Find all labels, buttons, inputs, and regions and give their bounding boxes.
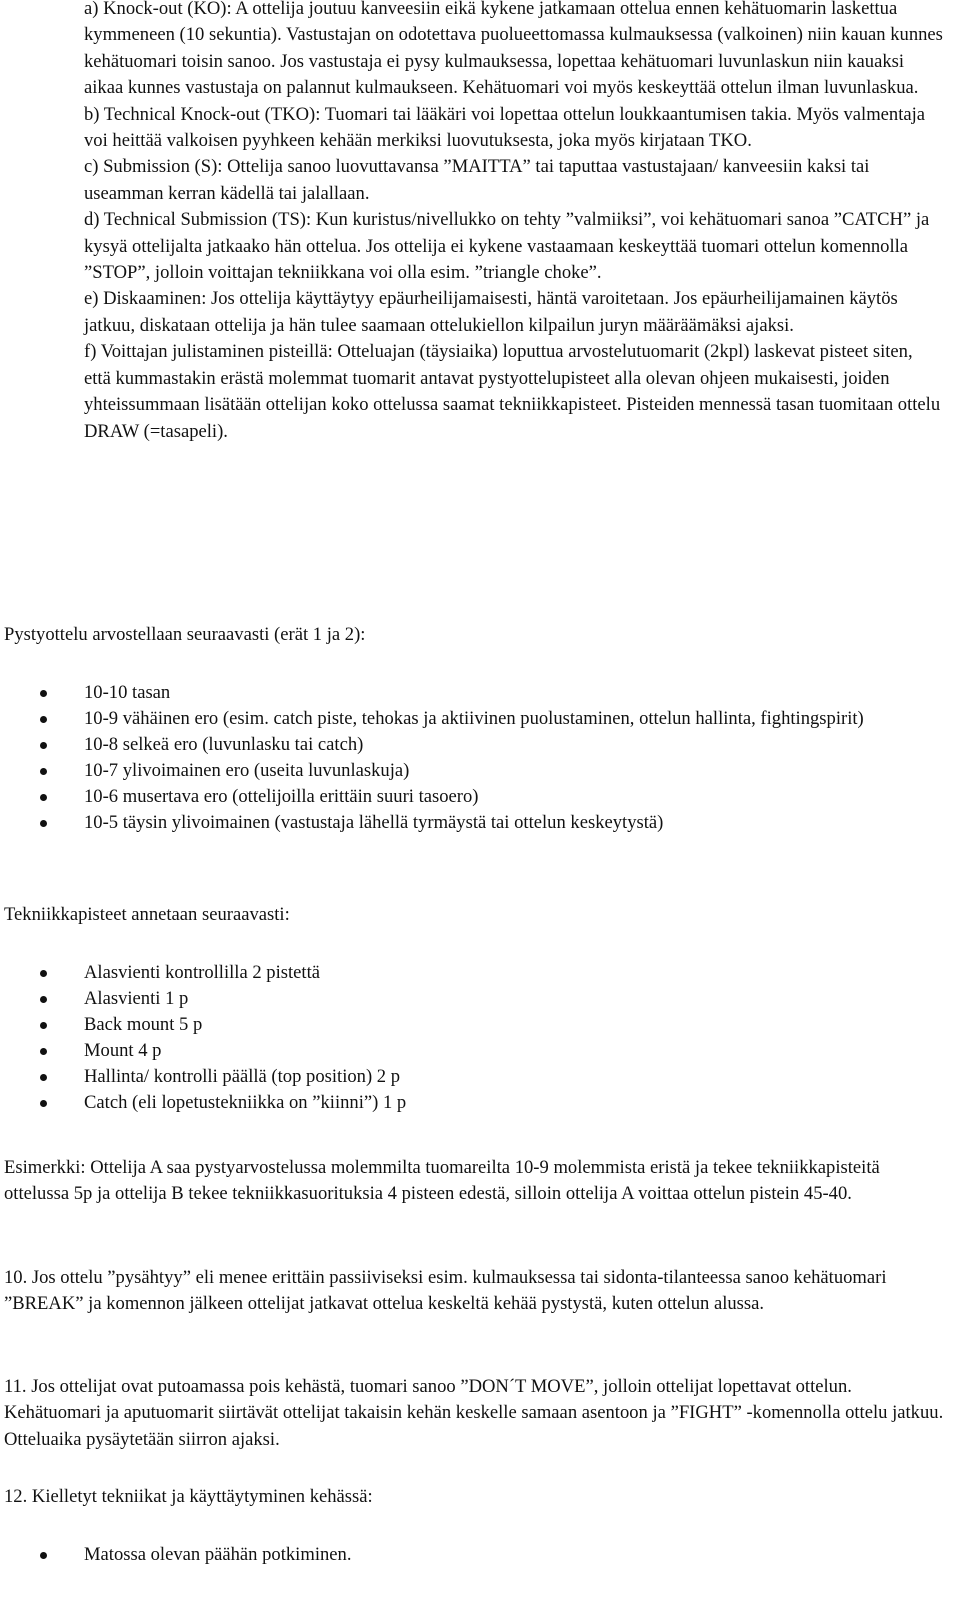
list-item: Hallinta/ kontrolli päällä (top position) 2 p [0,1064,900,1090]
scoring-list [0,680,900,836]
scoring-heading-block [4,622,949,648]
list-item: Alasvienti 1 p [0,986,900,1012]
section-12-block [4,1484,949,1510]
list-item: 10-7 ylivoimainen ero (useita luvunlaskuja) [0,758,900,784]
section-10-block [4,1265,949,1318]
rule-f-points-decision: f) Voittajan julistaminen pisteillä: Otteluajan (täysiaika) loputtua arvostelutuomarit (2kpl) laskevat pisteet siten, että kummastakin erästä molemmat tuomarit antavat pystyottelupisteet alla olevan ohjeen mukaisesti, joiden yhteissummaan lisätään ottelijan koko ottelussa saamat tekniikkapisteet. Pisteiden mennessä tasan tuomitaan ottelu DRAW (=tasapeli). [84,341,941,442]
bullet-icon [40,794,47,801]
bullet-icon [40,1552,47,1559]
list-item: Back mount 5 p [0,1012,900,1038]
section-11-block [4,1374,949,1453]
bullet-icon [40,970,47,977]
bullet-icon [40,820,47,827]
list-item: Matossa olevan päähän potkiminen. [0,1542,900,1568]
list-item: 10-9 vähäinen ero (esim. catch piste, tehokas ja aktiivinen puolustaminen, ottelun hallinta, fightingspirit) [0,706,900,732]
rule-a-knockout: a) Knock-out (KO): A ottelija joutuu kanveesiin eikä kykene jatkamaan ottelua ennen kehätuomarin laskettua kymmeneen (10 sekuntia). Vastustajan on odotettava puolueettomassa kulmauksessa (valkoinen) niin kauan kunnes kehätuomari toisin sanoo. Jos vastustaja ei pysy kulmauksessa, lopettaa kehätuomari luvunlaskun niin kauaksi aikaa kunnes vastustaja on palannut kulmaukseen. Kehätuomari voi myös keskeyttää ottelun ilman luvunlaskua. [84,0,943,99]
bullet-icon [40,996,47,1003]
list-item: Catch (eli lopetustekniikka on ”kiinni”) 1 p [0,1090,900,1116]
technique-heading: Tekniikkapisteet annetaan seuraavasti: [4,904,290,925]
bullet-icon [40,1074,47,1081]
example-paragraph: Esimerkki: Ottelija A saa pystyarvostelussa molemmilta tuomareilta 10-9 molemmista eristä ja tekee tekniikkapisteitä ottelussa 5p ja ottelija B tekee tekniikkasuorituksia 4 pisteen edestä, silloin ottelija A voittaa ottelun pistein 45-40. [4,1157,880,1205]
list-item: 10-10 tasan [0,680,900,706]
rule-d-technical-submission: d) Technical Submission (TS): Kun kuristus/nivellukko on tehty ”valmiiksi”, voi kehätuomari sanoa ”CATCH” ja kysyä ottelijalta jatkaako hän ottelua. Jos ottelija ei kykene vastaamaan keskeyttää tuomari ottelun komennolla ”STOP”, jolloin voittajan tekniikkana voi olla esim. ”triangle choke”. [84,209,930,284]
bullet-icon [40,742,47,749]
bullet-icon [40,1022,47,1029]
list-item: 10-6 musertava ero (ottelijoilla erittäin suuri tasoero) [0,784,900,810]
rule-c-submission: c) Submission (S): Ottelija sanoo luovuttavansa ”MAITTA” tai taputtaa vastustajaan/ kanveesiin kaksi tai useamman kerran kädellä tai jalallaan. [84,156,870,204]
section-10-paragraph: 10. Jos ottelu ”pysähtyy” eli menee erittäin passiiviseksi esim. kulmauksessa tai sidonta-tilanteessa sanoo kehätuomari ”BREAK” ja komennon jälkeen ottelijat jatkavat ottelua keskeltä kehää pystystä, kuten ottelun alussa. [4,1267,887,1315]
example-block [4,1155,949,1208]
technique-list [0,960,900,1116]
list-item: 10-5 täysin ylivoimainen (vastustaja lähellä tyrmäystä tai ottelun keskeytystä) [0,810,900,836]
list-item: Alasvienti kontrollilla 2 pistettä [0,960,900,986]
bullet-icon [40,1048,47,1055]
bullet-icon [40,1100,47,1107]
bullet-icon [40,716,47,723]
section-11-paragraph: 11. Jos ottelijat ovat putoamassa pois kehästä, tuomari sanoo ”DON´T MOVE”, jolloin ottelijat lopettavat ottelun. Kehätuomari ja aputuomarit siirtävät ottelijat takaisin kehän keskelle samaan asentoon ja ”FIGHT” -komennolla ottelu jatkuu. Otteluaika pysäytetään siirron ajaksi. [4,1376,944,1450]
rule-b-technical-knockout: b) Technical Knock-out (TKO): Tuomari tai lääkäri voi lopettaa ottelun loukkaantumisen takia. Myös valmentaja voi heittää valkoisen pyyhkeen kehään merkiksi luovutuksesta, joka myös kirjataan TKO. [84,103,926,152]
section-12-heading: 12. Kielletyt tekniikat ja käyttäytyminen kehässä: [4,1486,373,1507]
list-item: Mount 4 p [0,1038,900,1064]
scoring-heading: Pystyottelu arvostellaan seuraavasti (erät 1 ja 2): [4,624,366,645]
bullet-icon [40,690,47,697]
bullet-icon [40,768,47,775]
rule-e-disqualification: e) Diskaaminen: Jos ottelija käyttäytyy epäurheilijamaisesti, häntä varoitetaan. Jos epäurheilijamainen käytös jatkuu, diskataan ottelija ja hän tulee saamaan ottelukiellon kilpailun juryn määräämäksi ajaksi. [84,288,898,336]
technique-heading-block [4,902,949,928]
forbidden-list [0,1542,900,1568]
list-item: 10-8 selkeä ero (luvunlasku tai catch) [0,732,900,758]
lettered-rules [84,0,944,445]
